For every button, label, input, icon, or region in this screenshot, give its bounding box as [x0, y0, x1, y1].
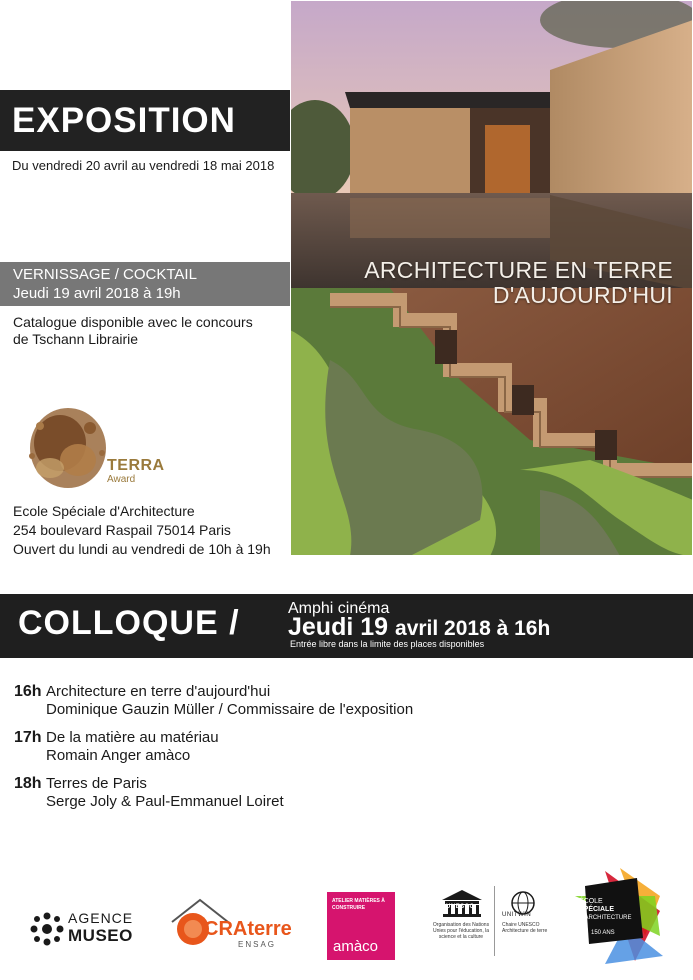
unesco-name: UNESCO — [446, 904, 475, 910]
catalogue-note — [13, 314, 285, 348]
catalogue-line2: de Tschann Librairie — [13, 331, 139, 347]
amaco-name: amàco — [333, 938, 379, 955]
exhibition-title — [364, 258, 673, 308]
colloque-date-rest: avril 2018 à 16h — [395, 617, 551, 640]
vernissage-date: Jeudi 19 avril 2018 à 19h — [13, 285, 181, 302]
colloque-date-day: Jeudi 19 — [288, 613, 389, 641]
craterre-name: CRAterre — [204, 918, 292, 940]
exhibition-title-line1: ARCHITECTURE EN TERRE — [364, 257, 673, 283]
program-item — [14, 683, 413, 719]
esa-line3: D'ARCHITECTURE — [579, 915, 632, 921]
amaco-logo — [327, 892, 395, 960]
address-street: 254 boulevard Raspail 75014 Paris — [13, 522, 231, 538]
unesco-logo — [428, 888, 496, 960]
unitwin-logo — [498, 888, 558, 960]
program-title: De la matière au matériau — [46, 729, 219, 746]
colloque-place: Amphi cinéma — [288, 600, 390, 617]
agence-museo-logo — [30, 908, 150, 948]
exposition-title: EXPOSITION — [12, 101, 236, 140]
program-speaker: Romain Anger amàco — [46, 747, 191, 764]
unesco-caption: Organisation des Nations Unies pour l'éducation, la science et la culture — [432, 922, 490, 940]
museo-network-icon — [30, 912, 64, 946]
unesco-divider — [494, 886, 495, 956]
unitwin-name: UNITWIN — [502, 912, 532, 918]
program-speaker: Serge Joly & Paul-Emmanuel Loiret — [46, 793, 284, 810]
esa-logo — [565, 866, 665, 966]
unesco-temple-icon — [440, 888, 484, 918]
exposition-dates: Du vendredi 20 avril au vendredi 18 mai 2018 — [12, 158, 275, 173]
colloque-title: COLLOQUE / — [18, 604, 240, 642]
museo-line1: AGENCE — [68, 910, 134, 926]
vernissage-label: VERNISSAGE / COCKTAIL — [13, 266, 197, 283]
esa-line2: SPÉCIALE — [579, 906, 615, 913]
program-hour: 18h — [14, 775, 42, 792]
colloque-note: Entrée libre dans la limite des places disponibles — [290, 639, 485, 649]
program-title: Terres de Paris — [46, 775, 147, 792]
address-hours: Ouvert du lundi au vendredi de 10h à 19h — [13, 541, 271, 557]
program-hour: 16h — [14, 683, 42, 700]
program-item — [14, 729, 219, 765]
program-speaker: Dominique Gauzin Müller / Commissaire de l'exposition — [46, 701, 414, 718]
address-school: Ecole Spéciale d'Architecture — [13, 503, 195, 519]
esa-line1: ÉCOLE — [579, 898, 603, 905]
amaco-tagline: ATELIER MATIÈRES À CONSTRUIRE — [332, 898, 385, 911]
unitwin-caption: Chaire UNESCO Architecture de terre — [502, 922, 548, 934]
terra-award-sub: Award — [107, 474, 136, 485]
esa-years: 150 ANS — [591, 930, 615, 936]
terra-award-logo — [20, 398, 115, 498]
earth-splash-icon — [20, 398, 115, 498]
program-hour: 17h — [14, 729, 42, 746]
exhibition-title-line2: D'AUJOURD'HUI — [492, 282, 673, 308]
craterre-logo — [168, 896, 303, 954]
program-item — [14, 775, 284, 811]
craterre-sub: ENSAG — [238, 940, 277, 949]
museo-line2: MUSEO — [68, 926, 133, 945]
program-title: Architecture en terre d'aujourd'hui — [46, 683, 271, 700]
terra-award-word: TERRA — [107, 457, 165, 474]
hero-photo — [290, 0, 693, 556]
catalogue-line1: Catalogue disponible avec le concours — [13, 314, 253, 330]
